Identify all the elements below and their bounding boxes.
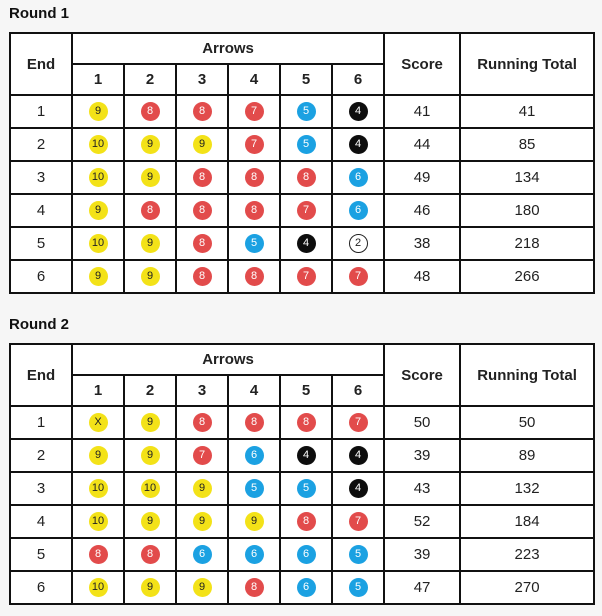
running-total-column-header: Running Total <box>460 33 594 95</box>
arrow-cell <box>332 472 384 505</box>
arrow-6-column-header: 6 <box>332 375 384 406</box>
arrow-cell <box>72 439 124 472</box>
arrow-cell <box>124 95 176 128</box>
arrow-cell <box>124 571 176 604</box>
arrow-score-badge: 8 <box>193 201 212 220</box>
arrow-score-badge: 8 <box>141 201 160 220</box>
arrow-score-badge: 9 <box>193 135 212 154</box>
score-table <box>9 343 595 605</box>
arrow-cell <box>124 406 176 439</box>
table-row <box>10 128 594 161</box>
arrow-cell <box>72 260 124 293</box>
score-table <box>9 32 595 294</box>
arrow-4-column-header: 4 <box>228 64 280 95</box>
arrow-cell <box>72 161 124 194</box>
running-total-cell: 180 <box>460 194 594 227</box>
arrow-score-badge: 6 <box>245 545 264 564</box>
arrow-score-badge: 6 <box>349 201 368 220</box>
arrow-cell <box>176 472 228 505</box>
running-total-cell: 50 <box>460 406 594 439</box>
end-score-cell: 41 <box>384 95 460 128</box>
arrow-cell <box>72 505 124 538</box>
arrow-5-column-header: 5 <box>280 64 332 95</box>
arrow-score-badge: 2 <box>349 234 368 253</box>
arrow-score-badge: 5 <box>349 545 368 564</box>
arrow-cell <box>228 161 280 194</box>
arrow-score-badge: 9 <box>141 234 160 253</box>
running-total-cell: 89 <box>460 439 594 472</box>
table-row <box>10 194 594 227</box>
arrow-2-column-header: 2 <box>124 64 176 95</box>
arrow-score-badge: 6 <box>349 168 368 187</box>
arrow-cell <box>280 406 332 439</box>
arrow-score-badge: 6 <box>245 446 264 465</box>
arrow-6-column-header: 6 <box>332 64 384 95</box>
arrow-cell <box>124 194 176 227</box>
arrow-cell <box>228 439 280 472</box>
arrow-score-badge: 8 <box>245 267 264 286</box>
arrow-score-badge: 8 <box>193 234 212 253</box>
arrow-cell <box>228 194 280 227</box>
arrow-5-column-header: 5 <box>280 375 332 406</box>
table-row <box>10 95 594 128</box>
arrow-score-badge: 9 <box>193 578 212 597</box>
arrow-cell <box>228 571 280 604</box>
table-row <box>10 571 594 604</box>
end-score-cell: 46 <box>384 194 460 227</box>
arrow-cell <box>332 260 384 293</box>
arrow-3-column-header: 3 <box>176 64 228 95</box>
table-row <box>10 161 594 194</box>
arrow-cell <box>124 260 176 293</box>
arrow-2-column-header: 2 <box>124 375 176 406</box>
arrow-cell <box>72 194 124 227</box>
arrow-1-column-header: 1 <box>72 64 124 95</box>
arrow-cell <box>176 260 228 293</box>
arrow-score-badge: 6 <box>193 545 212 564</box>
arrow-cell <box>176 538 228 571</box>
arrow-cell <box>228 227 280 260</box>
arrow-cell <box>124 538 176 571</box>
arrow-score-badge: 8 <box>193 102 212 121</box>
arrow-cell <box>72 538 124 571</box>
arrow-cell <box>124 439 176 472</box>
arrow-3-column-header: 3 <box>176 375 228 406</box>
arrow-cell <box>332 439 384 472</box>
arrow-score-badge: 4 <box>297 446 316 465</box>
arrow-cell <box>228 128 280 161</box>
arrow-cell <box>280 194 332 227</box>
arrow-score-badge: 4 <box>349 135 368 154</box>
arrow-score-badge: 9 <box>141 446 160 465</box>
running-total-cell: 184 <box>460 505 594 538</box>
arrow-score-badge: 5 <box>297 102 316 121</box>
arrow-score-badge: 5 <box>297 135 316 154</box>
arrow-score-badge: 9 <box>141 168 160 187</box>
end-score-cell: 43 <box>384 472 460 505</box>
arrow-score-badge: 7 <box>297 267 316 286</box>
arrow-score-badge: 8 <box>141 102 160 121</box>
end-number-cell: 1 <box>10 95 72 128</box>
arrow-score-badge: 4 <box>297 234 316 253</box>
end-number-cell: 5 <box>10 227 72 260</box>
arrow-score-badge: 8 <box>297 512 316 531</box>
round-title: Round 2 <box>9 316 69 333</box>
arrow-cell <box>280 95 332 128</box>
end-score-cell: 47 <box>384 571 460 604</box>
arrow-score-badge: 9 <box>193 512 212 531</box>
arrow-1-column-header: 1 <box>72 375 124 406</box>
arrows-group-header: Arrows <box>72 344 384 375</box>
arrow-score-badge: 7 <box>245 135 264 154</box>
arrow-cell <box>176 505 228 538</box>
end-score-cell: 48 <box>384 260 460 293</box>
arrow-score-badge: 8 <box>245 413 264 432</box>
end-column-header: End <box>10 33 72 95</box>
arrow-score-badge: 10 <box>89 135 108 154</box>
arrow-cell <box>280 227 332 260</box>
arrow-cell <box>176 227 228 260</box>
arrow-score-badge: 9 <box>141 267 160 286</box>
arrow-score-badge: 9 <box>141 578 160 597</box>
score-column-header: Score <box>384 33 460 95</box>
end-score-cell: 39 <box>384 439 460 472</box>
arrow-score-badge: 8 <box>297 413 316 432</box>
arrow-cell <box>124 161 176 194</box>
arrow-score-badge: 9 <box>89 446 108 465</box>
arrow-score-badge: 9 <box>141 512 160 531</box>
arrow-cell <box>332 194 384 227</box>
table-row <box>10 439 594 472</box>
arrow-score-badge: 10 <box>89 578 108 597</box>
arrow-score-badge: 8 <box>245 201 264 220</box>
arrow-cell <box>280 571 332 604</box>
arrow-cell <box>280 439 332 472</box>
arrow-score-badge: X <box>89 413 108 432</box>
running-total-cell: 85 <box>460 128 594 161</box>
table-row <box>10 260 594 293</box>
arrow-cell <box>72 128 124 161</box>
arrow-score-badge: 7 <box>245 102 264 121</box>
end-number-cell: 5 <box>10 538 72 571</box>
arrow-score-badge: 8 <box>193 168 212 187</box>
arrow-cell <box>228 95 280 128</box>
end-score-cell: 50 <box>384 406 460 439</box>
arrow-score-badge: 5 <box>297 479 316 498</box>
arrow-score-badge: 10 <box>89 479 108 498</box>
arrow-cell <box>228 260 280 293</box>
arrow-4-column-header: 4 <box>228 375 280 406</box>
arrow-score-badge: 8 <box>193 267 212 286</box>
arrow-score-badge: 5 <box>245 234 264 253</box>
arrow-score-badge: 6 <box>297 545 316 564</box>
arrow-cell <box>72 406 124 439</box>
table-row <box>10 406 594 439</box>
arrow-cell <box>176 128 228 161</box>
arrow-score-badge: 7 <box>349 512 368 531</box>
arrow-score-badge: 8 <box>89 545 108 564</box>
arrow-cell <box>280 161 332 194</box>
arrow-score-badge: 10 <box>141 479 160 498</box>
end-score-cell: 52 <box>384 505 460 538</box>
arrow-score-badge: 10 <box>89 512 108 531</box>
arrow-score-badge: 4 <box>349 446 368 465</box>
arrow-cell <box>124 505 176 538</box>
end-number-cell: 2 <box>10 439 72 472</box>
arrow-score-badge: 8 <box>297 168 316 187</box>
end-number-cell: 6 <box>10 571 72 604</box>
arrow-cell <box>332 128 384 161</box>
arrow-score-badge: 7 <box>349 413 368 432</box>
arrow-cell <box>280 538 332 571</box>
arrow-score-badge: 9 <box>89 267 108 286</box>
arrow-score-badge: 8 <box>193 413 212 432</box>
end-score-cell: 39 <box>384 538 460 571</box>
arrow-cell <box>176 95 228 128</box>
arrow-score-badge: 9 <box>193 479 212 498</box>
arrow-cell <box>332 406 384 439</box>
arrow-cell <box>228 538 280 571</box>
arrow-cell <box>124 128 176 161</box>
arrow-cell <box>176 194 228 227</box>
running-total-cell: 41 <box>460 95 594 128</box>
arrow-score-badge: 9 <box>89 102 108 121</box>
end-number-cell: 1 <box>10 406 72 439</box>
arrow-cell <box>124 227 176 260</box>
arrow-score-badge: 4 <box>349 102 368 121</box>
arrow-cell <box>332 227 384 260</box>
arrow-cell <box>228 472 280 505</box>
arrow-cell <box>72 472 124 505</box>
arrow-cell <box>228 505 280 538</box>
arrow-cell <box>72 227 124 260</box>
arrow-score-badge: 8 <box>245 168 264 187</box>
arrow-score-badge: 5 <box>349 578 368 597</box>
round-title: Round 1 <box>9 5 69 22</box>
end-number-cell: 3 <box>10 161 72 194</box>
arrow-cell <box>72 95 124 128</box>
arrow-cell <box>176 406 228 439</box>
table-row <box>10 472 594 505</box>
end-score-cell: 49 <box>384 161 460 194</box>
arrow-score-badge: 10 <box>89 234 108 253</box>
arrow-cell <box>280 128 332 161</box>
end-number-cell: 4 <box>10 505 72 538</box>
arrow-cell <box>176 439 228 472</box>
arrow-score-badge: 9 <box>141 135 160 154</box>
running-total-cell: 134 <box>460 161 594 194</box>
running-total-cell: 270 <box>460 571 594 604</box>
arrow-score-badge: 9 <box>141 413 160 432</box>
arrow-score-badge: 7 <box>193 446 212 465</box>
arrow-score-badge: 7 <box>349 267 368 286</box>
end-number-cell: 6 <box>10 260 72 293</box>
end-score-cell: 38 <box>384 227 460 260</box>
running-total-cell: 223 <box>460 538 594 571</box>
table-row <box>10 505 594 538</box>
arrow-cell <box>280 472 332 505</box>
arrow-score-badge: 4 <box>349 479 368 498</box>
arrow-score-badge: 8 <box>245 578 264 597</box>
arrow-cell <box>280 260 332 293</box>
arrow-cell <box>176 161 228 194</box>
arrow-cell <box>332 571 384 604</box>
running-total-cell: 132 <box>460 472 594 505</box>
end-score-cell: 44 <box>384 128 460 161</box>
table-row <box>10 538 594 571</box>
end-number-cell: 2 <box>10 128 72 161</box>
arrow-score-badge: 10 <box>89 168 108 187</box>
running-total-cell: 218 <box>460 227 594 260</box>
arrow-score-badge: 9 <box>245 512 264 531</box>
arrow-score-badge: 7 <box>297 201 316 220</box>
end-number-cell: 3 <box>10 472 72 505</box>
arrow-cell <box>72 571 124 604</box>
end-number-cell: 4 <box>10 194 72 227</box>
score-column-header: Score <box>384 344 460 406</box>
arrow-score-badge: 9 <box>89 201 108 220</box>
arrow-cell <box>228 406 280 439</box>
arrow-score-badge: 8 <box>141 545 160 564</box>
arrow-cell <box>332 505 384 538</box>
running-total-column-header: Running Total <box>460 344 594 406</box>
arrow-cell <box>332 161 384 194</box>
arrow-cell <box>332 538 384 571</box>
arrow-cell <box>176 571 228 604</box>
arrow-cell <box>332 95 384 128</box>
arrow-cell <box>124 472 176 505</box>
arrows-group-header: Arrows <box>72 33 384 64</box>
arrow-score-badge: 6 <box>297 578 316 597</box>
running-total-cell: 266 <box>460 260 594 293</box>
arrow-cell <box>280 505 332 538</box>
end-column-header: End <box>10 344 72 406</box>
table-row <box>10 227 594 260</box>
arrow-score-badge: 5 <box>245 479 264 498</box>
